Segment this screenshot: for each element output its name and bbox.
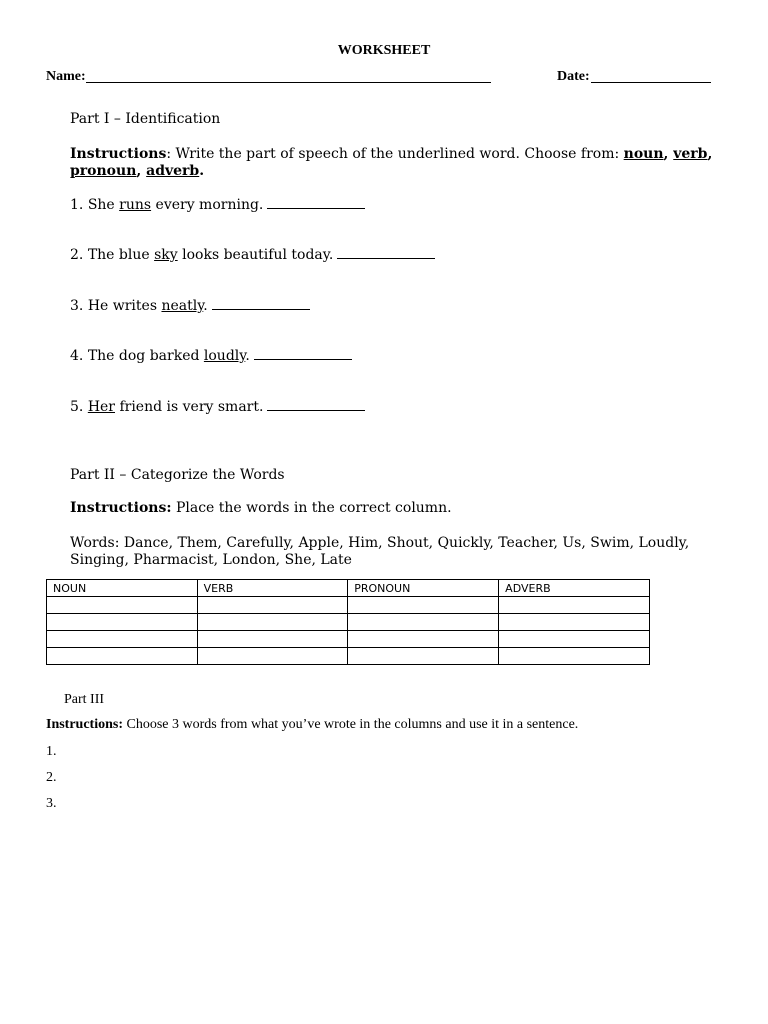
column-header-noun: NOUN <box>47 580 198 597</box>
underlined-word: sky <box>154 247 178 263</box>
worksheet-title: WORKSHEET <box>337 43 431 58</box>
table-cell[interactable] <box>499 597 650 614</box>
table-cell[interactable] <box>197 631 348 648</box>
table-row <box>47 631 650 648</box>
word-list: Words: Dance, Them, Carefully, Apple, Him, Shout, Quickly, Teacher, Us, Swim, Loudly, Singing, Pharmacist, London, She, Late <box>70 535 690 568</box>
part3-instructions <box>46 717 578 733</box>
instructions-text: Choose 3 words from what you’ve wrote in the columns and use it in a sentence. <box>123 717 579 732</box>
instructions-label: Instructions: <box>70 500 172 516</box>
underlined-word: neatly <box>161 298 204 314</box>
column-header-pronoun: PRONOUN <box>348 580 499 597</box>
underlined-word: Her <box>87 399 115 415</box>
choice-adverb: adverb <box>146 163 200 179</box>
table-cell[interactable] <box>348 614 499 631</box>
instructions-text: Place the words in the correct column. <box>171 500 452 516</box>
column-header-verb: VERB <box>197 580 348 597</box>
answer-blank[interactable] <box>254 347 352 360</box>
question-1: 1. She runs every morning. <box>70 196 365 213</box>
question-2: 2. The blue sky looks beautiful today. <box>70 246 435 263</box>
question-5: 5. Her friend is very smart. <box>70 398 365 415</box>
answer-blank[interactable] <box>267 196 365 209</box>
table-cell[interactable] <box>197 597 348 614</box>
categorize-table <box>46 579 650 665</box>
question-3: 3. He writes neatly. <box>70 297 310 314</box>
date-label: Date: <box>557 69 590 84</box>
sentence-number-1: 1. <box>46 744 57 759</box>
table-cell[interactable] <box>348 648 499 665</box>
underlined-word: loudly <box>203 348 246 364</box>
sentence-number-3: 3. <box>46 796 57 811</box>
instructions-text: : Write the part of speech of the underlined word. Choose from: <box>166 146 624 162</box>
table-header-row <box>47 580 650 597</box>
part3-heading: Part III <box>64 692 105 707</box>
part2-heading: Part II – Categorize the Words <box>70 467 285 483</box>
table-row <box>47 648 650 665</box>
choice-pronoun: pronoun <box>70 163 137 179</box>
table-cell[interactable] <box>47 631 198 648</box>
table-cell[interactable] <box>197 648 348 665</box>
table-row <box>47 614 650 631</box>
table-cell[interactable] <box>499 631 650 648</box>
table-cell[interactable] <box>499 648 650 665</box>
column-header-adverb: ADVERB <box>499 580 650 597</box>
table-cell[interactable] <box>47 648 198 665</box>
sentence-number-2: 2. <box>46 770 57 785</box>
name-label: Name: <box>46 69 86 84</box>
table-cell[interactable] <box>499 614 650 631</box>
question-4: 4. The dog barked loudly. <box>70 347 352 364</box>
part1-heading: Part I – Identification <box>70 111 221 127</box>
table-cell[interactable] <box>348 631 499 648</box>
answer-blank[interactable] <box>212 297 310 310</box>
instructions-label: Instructions <box>70 146 167 162</box>
part2-instructions <box>70 500 452 516</box>
part1-instructions: Instructions: Write the part of speech of the underlined word. Choose from: noun, verb, pronoun, adverb. <box>70 146 713 179</box>
choice-noun: noun <box>623 146 664 162</box>
underlined-word: runs <box>119 197 152 213</box>
date-line <box>591 82 711 83</box>
table-row <box>47 597 650 614</box>
table-cell[interactable] <box>348 597 499 614</box>
table-cell[interactable] <box>197 614 348 631</box>
table-cell[interactable] <box>47 597 198 614</box>
answer-blank[interactable] <box>337 246 435 259</box>
instructions-label: Instructions: <box>46 717 124 732</box>
choice-verb: verb <box>673 146 708 162</box>
table-cell[interactable] <box>47 614 198 631</box>
name-line <box>86 82 491 83</box>
answer-blank[interactable] <box>267 398 365 411</box>
